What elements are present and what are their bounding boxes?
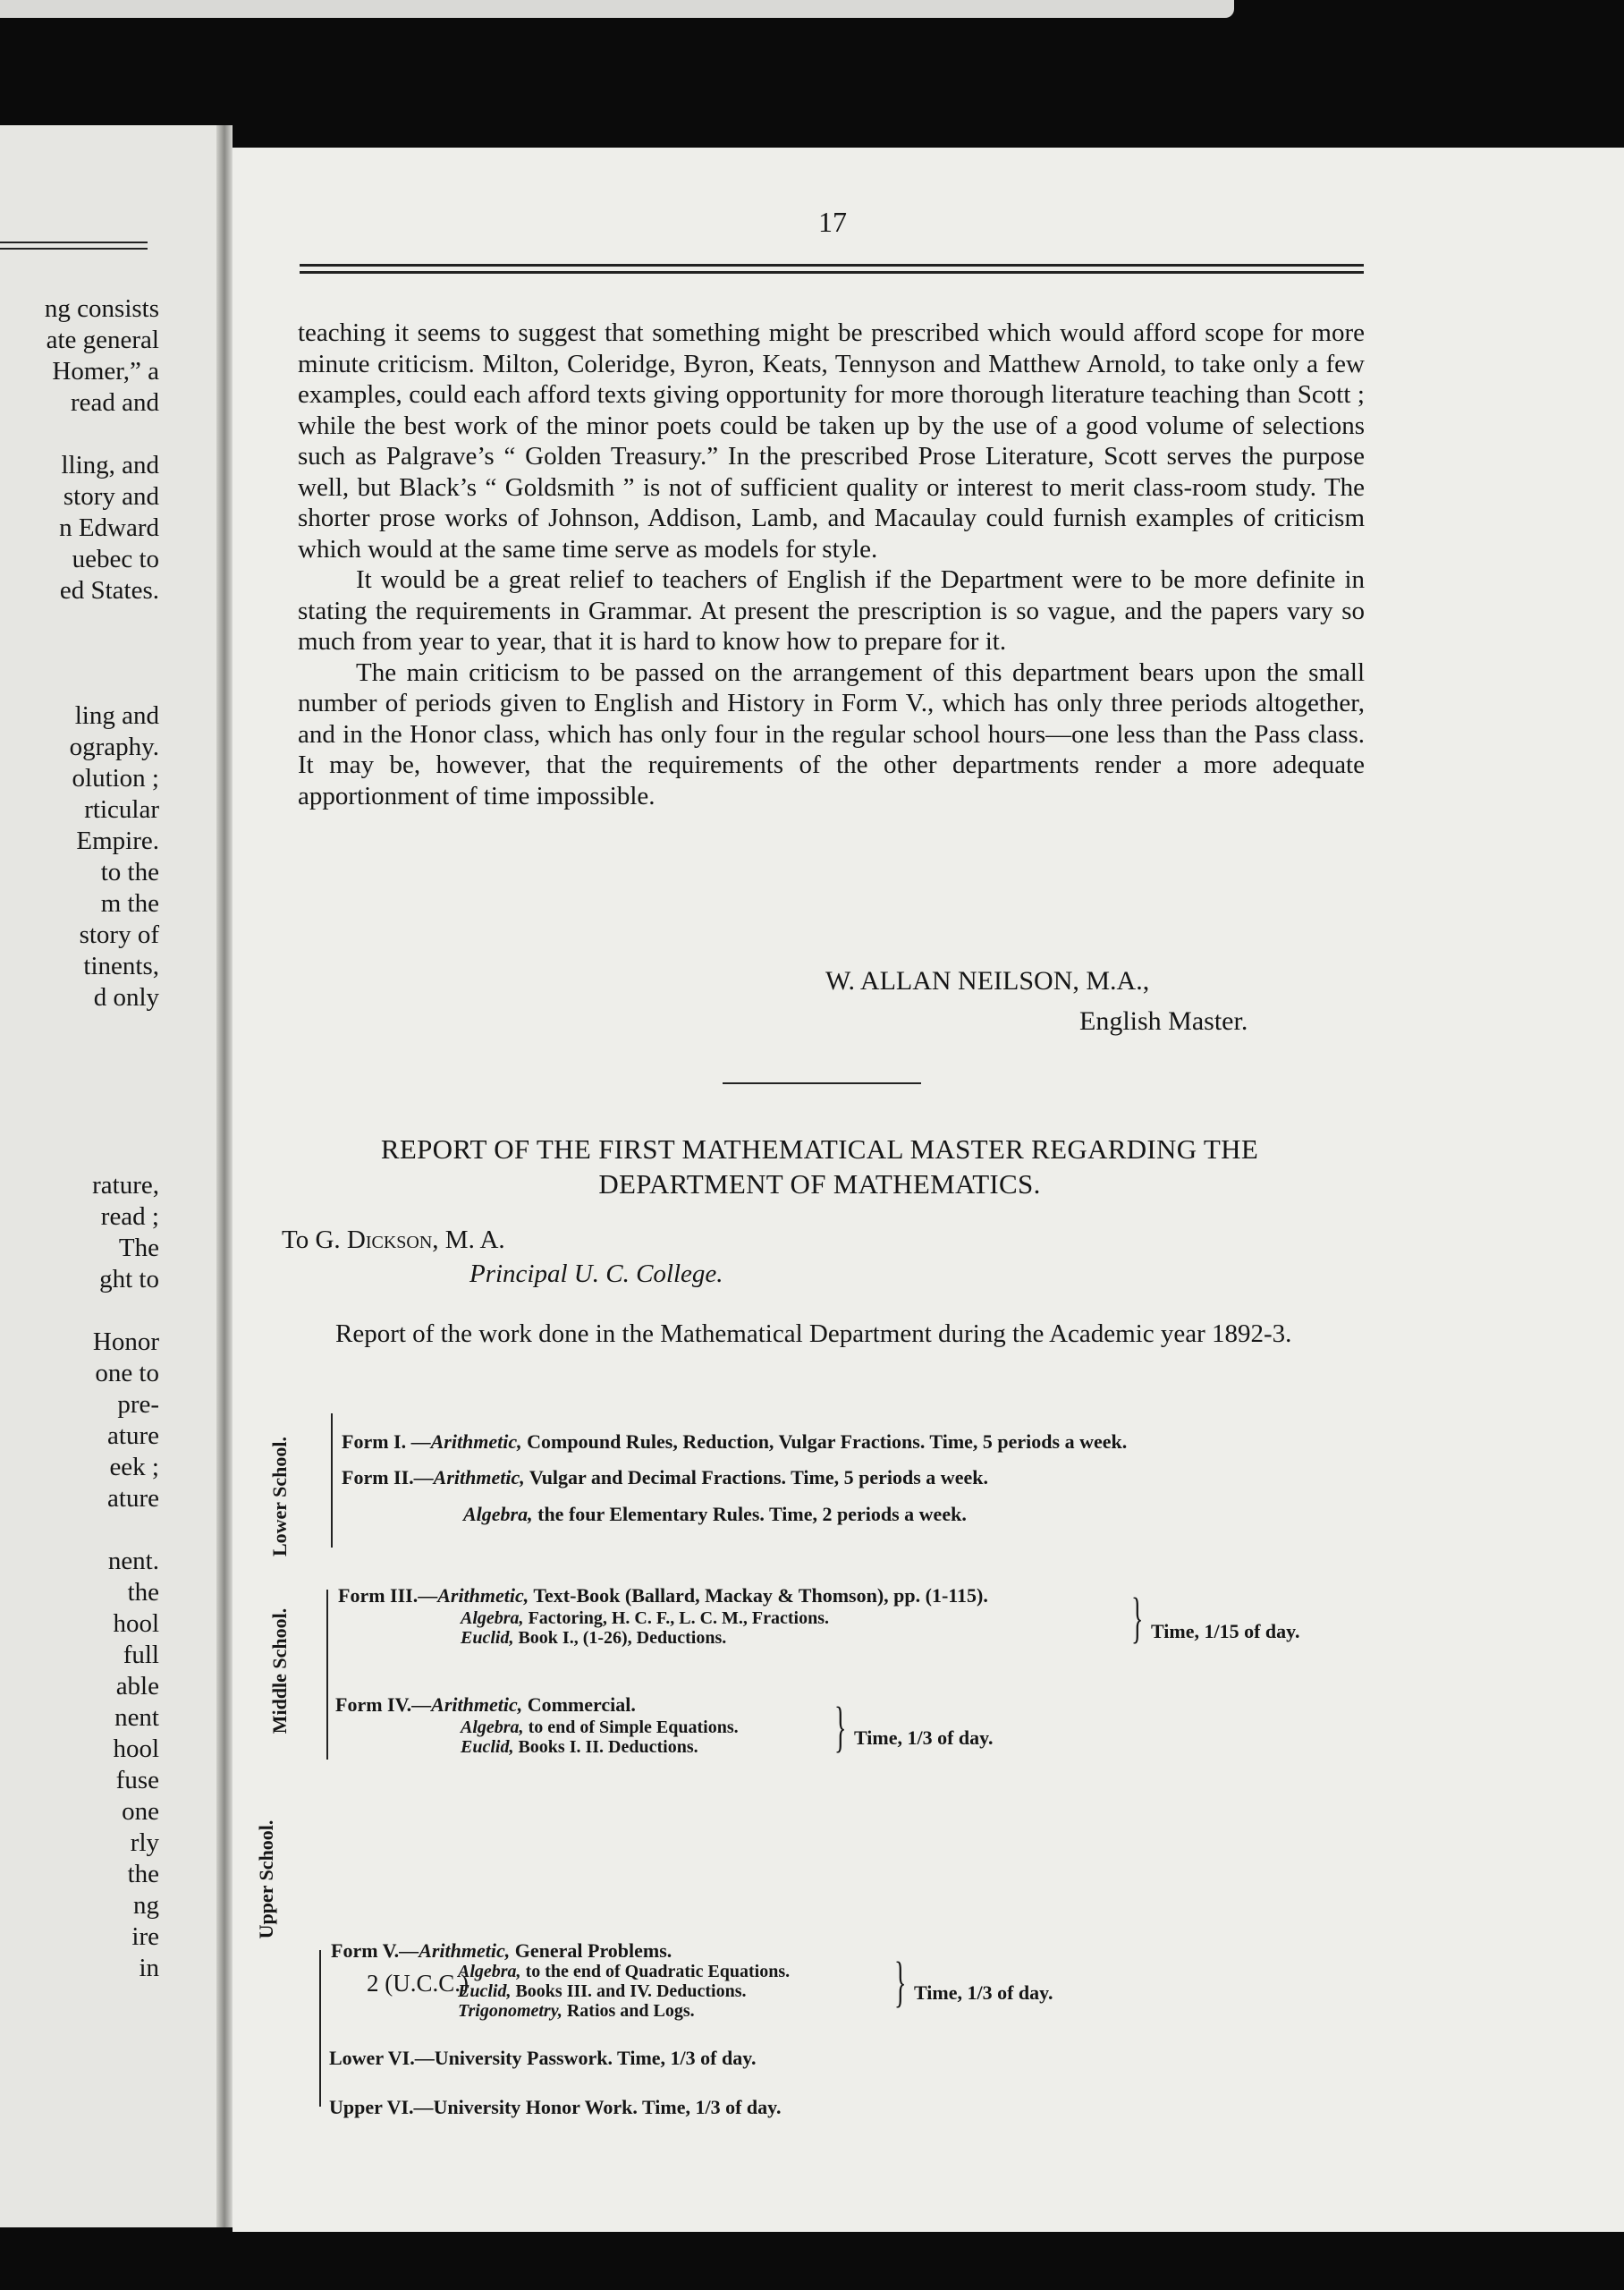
left-page-line: n Edward xyxy=(59,513,159,542)
left-page-line: hool xyxy=(113,1734,159,1763)
middle-form-3-time: Time, 1/15 of day. xyxy=(1151,1620,1300,1642)
left-page-line: ng consists xyxy=(44,294,159,323)
left-page-line: able xyxy=(115,1672,159,1701)
addressee xyxy=(282,1226,505,1255)
left-page-line: ature xyxy=(107,1484,159,1513)
signature-mark: 2 (U.C.C.) xyxy=(367,1970,469,1997)
middle-school-label: Middle School. xyxy=(268,1607,291,1734)
left-page-line: nent. xyxy=(107,1547,159,1575)
english-report-body xyxy=(298,318,1365,811)
upper-form-5-brace: } xyxy=(894,1952,907,2013)
addressee-suffix: , M. A. xyxy=(432,1226,505,1254)
left-page-line: eek ; xyxy=(109,1453,159,1481)
page-number: 17 xyxy=(818,206,847,238)
middle-form-3-algebra: Algebra, Factoring, H. C. F., L. C. M., Fractions. xyxy=(461,1608,830,1628)
left-page-line: rticular xyxy=(84,795,159,824)
addressee-role: Principal U. C. College. xyxy=(469,1260,723,1288)
middle-form-4-brace: } xyxy=(834,1697,847,1758)
upper-form-5-algebra: Algebra, to the end of Quadratic Equations. xyxy=(458,1962,791,1981)
left-page-line xyxy=(45,1514,159,1546)
upper-form-5-euclid: Euclid, Books III. and IV. Deductions. xyxy=(458,1981,747,2001)
left-page-line xyxy=(45,419,159,450)
middle-form-3: Form III.—Arithmetic, Text-Book (Ballard, Mackay & Thomson), pp. (1-115). xyxy=(338,1584,988,1607)
lower-school-label: Lower School. xyxy=(268,1436,291,1557)
left-page-line: uebec to xyxy=(72,545,159,573)
left-page-line: full xyxy=(123,1641,159,1669)
left-page-line: the xyxy=(127,1860,159,1888)
left-page-line: rature, xyxy=(92,1171,159,1200)
left-page-line: ng xyxy=(133,1891,159,1920)
upper-form-5-trigonometry: Trigonometry, Ratios and Logs. xyxy=(458,2001,695,2021)
left-page-line: fuse xyxy=(115,1766,159,1794)
signature-name: W. ALLAN NEILSON, M.A., xyxy=(825,966,1150,996)
left-page-line: story of xyxy=(79,920,159,949)
left-page-fragment xyxy=(0,125,233,2227)
left-page-line: rly xyxy=(130,1828,159,1857)
left-page-line: Empire. xyxy=(76,827,159,855)
upper-lower-vi: Lower VI.—University Passwork. Time, 1/3 of day. xyxy=(329,2047,757,2069)
left-page-line xyxy=(45,1139,159,1170)
upper-upper-vi: Upper VI.—University Honor Work. Time, 1/3 of day. xyxy=(329,2096,782,2118)
left-page-line: pre- xyxy=(117,1390,159,1419)
signature-title: English Master. xyxy=(1079,1006,1248,1036)
left-page-line: ature xyxy=(107,1421,159,1450)
left-page-line: ography. xyxy=(69,733,159,761)
left-page-line xyxy=(45,1045,159,1076)
paragraph: The main criticism to be passed on the arrangement of this department bears upon the small number of periods given to English and History in Form V., which has only three periods altogether, and in the Honor class, which has only four in the regular school hours—one less than the Pass class. It may be, however, that the requirements of the other departments render a more adequate apportionment of time impossible. xyxy=(298,657,1365,810)
left-page-line: m the xyxy=(100,889,159,918)
left-page-line: story and xyxy=(63,482,159,511)
left-page-line: the xyxy=(127,1578,159,1607)
middle-form-4-euclid: Euclid, Books I. II. Deductions. xyxy=(461,1737,698,1757)
left-page-rule xyxy=(0,242,148,243)
header-rule xyxy=(300,264,1364,267)
middle-form-3-brace: } xyxy=(1131,1588,1144,1649)
left-page-line: Homer,” a xyxy=(52,357,159,386)
left-page-line: in xyxy=(139,1954,159,1982)
left-page-line: Honor xyxy=(92,1327,159,1356)
lower-form-2: Form II.—Arithmetic, Vulgar and Decimal Fractions. Time, 5 periods a week. xyxy=(342,1466,988,1488)
left-page-line: ght to xyxy=(99,1265,159,1293)
middle-form-4: Form IV.—Arithmetic, Commercial. xyxy=(335,1693,636,1716)
left-page-line xyxy=(45,1014,159,1045)
left-page-line: one xyxy=(122,1797,159,1826)
page-17 xyxy=(233,148,1624,2232)
addressee-name: Dickson xyxy=(346,1226,433,1254)
left-page-line: The xyxy=(118,1234,159,1262)
left-page-line: olution ; xyxy=(72,764,159,793)
lower-form-1: Form I. —Arithmetic, Compound Rules, Reduction, Vulgar Fractions. Time, 5 periods a week. xyxy=(342,1430,1128,1453)
middle-form-4-time: Time, 1/3 of day. xyxy=(854,1726,994,1749)
upper-school-label: Upper School. xyxy=(255,1819,277,1939)
lower-school-brace xyxy=(331,1413,333,1548)
left-page-line: d only xyxy=(93,983,159,1012)
left-page-line: ate general xyxy=(46,326,159,354)
left-page-line: to the xyxy=(100,858,159,886)
left-page-line xyxy=(45,638,159,669)
middle-form-3-euclid: Euclid, Book I., (1-26), Deductions. xyxy=(461,1628,727,1648)
left-page-line xyxy=(45,1295,159,1327)
addressee-prefix: To G. xyxy=(282,1226,347,1254)
left-page-line xyxy=(45,1107,159,1139)
upper-form-5-time: Time, 1/3 of day. xyxy=(914,1981,1053,2004)
left-page-line: ire xyxy=(131,1922,159,1951)
lower-form-2-algebra: Algebra, the four Elementary Rules. Time, 2 periods a week. xyxy=(463,1503,967,1525)
left-page-line: one to xyxy=(95,1359,159,1387)
report-heading xyxy=(277,1132,1362,1201)
report-intro: Report of the work done in the Mathematical Department during the Academic year 1892-3. xyxy=(335,1319,1292,1348)
left-page-line: read and xyxy=(70,388,159,417)
section-separator xyxy=(723,1082,921,1084)
left-page-line xyxy=(45,1076,159,1107)
upper-school-brace xyxy=(319,1950,321,2107)
left-page-line: tinents, xyxy=(83,952,159,980)
upper-form-5: Form V.—Arithmetic, General Problems. xyxy=(331,1939,672,1962)
left-page-line: hool xyxy=(113,1609,159,1638)
left-page-line: read ; xyxy=(100,1202,159,1231)
left-page-rule xyxy=(0,248,148,250)
middle-form-4-algebra: Algebra, to end of Simple Equations. xyxy=(461,1718,739,1737)
left-page-text xyxy=(45,293,159,1984)
left-page-line: ling and xyxy=(74,701,159,730)
left-page-line: ed States. xyxy=(59,576,159,605)
adjacent-page-edge xyxy=(0,0,1234,18)
report-heading-line: DEPARTMENT OF MATHEMATICS. xyxy=(598,1168,1041,1200)
book-gutter xyxy=(216,125,233,2227)
report-heading-line: REPORT OF THE FIRST MATHEMATICAL MASTER REGARDING THE xyxy=(380,1133,1259,1165)
left-page-line xyxy=(45,606,159,638)
left-page-line: nent xyxy=(114,1703,159,1732)
header-rule xyxy=(300,271,1364,274)
paragraph: teaching it seems to suggest that something might be prescribed which would afford scope for more minute criticism. Milton, Coleridge, Byron, Keats, Tennyson and Matthew Arnold, to take only a few examples, could each afford texts giving opportunity for more thorough literature teaching than Scott ; while the best work of the minor poets could be taken up by the use of a good volume of selections such as Palgrave’s “ Golden Treasury.” In the prescribed Prose Literature, Scott serves the purpose well, but Black’s “ Goldsmith ” is not of sufficient quality or interest to merit class-room study. The shorter prose works of Johnson, Addison, Lamb, and Macaulay could furnish examples of criticism which would at the same time serve as models for style. xyxy=(298,318,1365,564)
middle-school-brace xyxy=(326,1590,328,1760)
left-page-line xyxy=(45,669,159,700)
paragraph: It would be a great relief to teachers of English if the Department were to be more definite in stating the requirements in Grammar. At present the prescription is so vague, and the papers vary so much from year to year, that it is hard to know how to prepare for it. xyxy=(298,565,1365,656)
left-page-line: lling, and xyxy=(61,451,159,479)
